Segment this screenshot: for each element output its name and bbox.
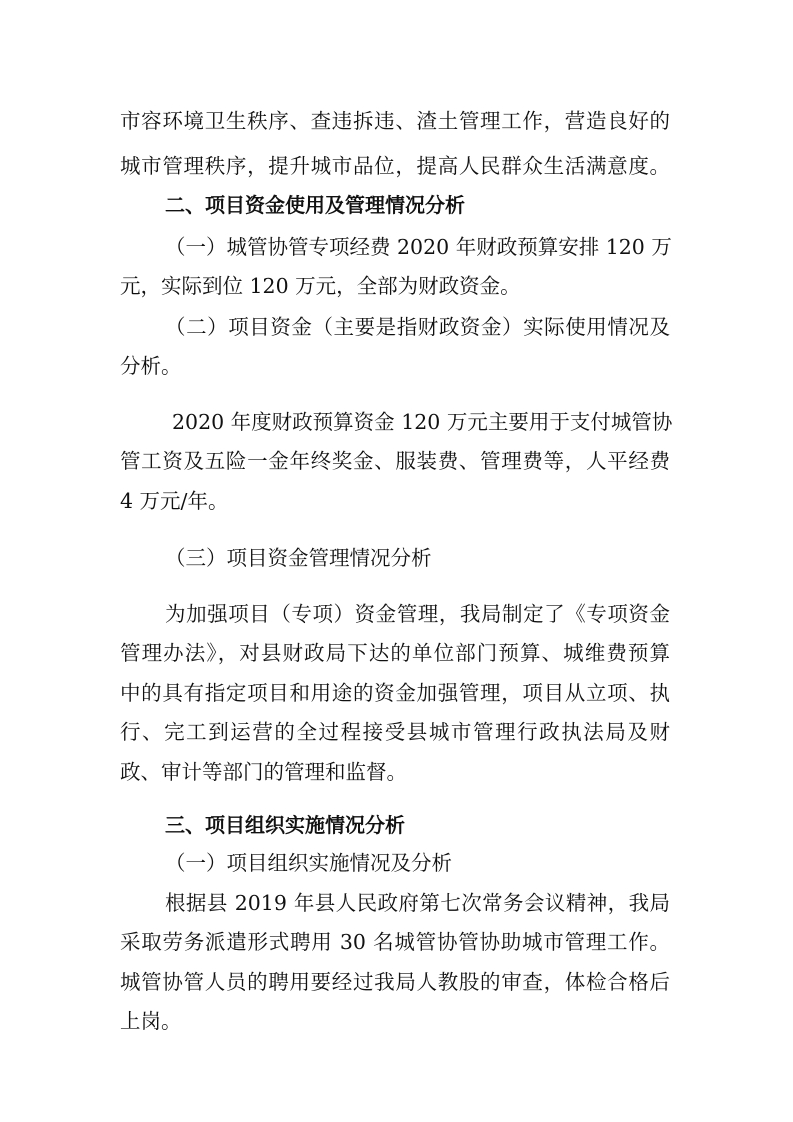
paragraph-line: 城市管理秩序，提升城市品位，提高人民群众生活满意度。: [120, 154, 670, 178]
paragraph-line: 4 万元/年。: [120, 489, 229, 513]
paragraph-line: （二）项目资金（主要是指财政资金）实际使用情况及: [165, 315, 670, 339]
paragraph-line: 政、审计等部门的管理和监督。: [120, 760, 407, 784]
paragraph-line: 管工资及五险一金年终奖金、服装费、管理费等，人平经费: [120, 449, 670, 473]
paragraph-line: 行、完工到运营的全过程接受县城市管理行政执法局及财: [120, 720, 670, 744]
paragraph-line: 元，实际到位 120 万元，全部为财政资金。: [120, 274, 521, 298]
paragraph-line: 采取劳务派遣形式聘用 30 名城管协管协助城市管理工作。: [120, 930, 670, 954]
section-heading-2: 二、项目资金使用及管理情况分析: [165, 193, 465, 217]
paragraph-line: 为加强项目（专项）资金管理，我局制定了《专项资金: [165, 602, 670, 626]
paragraph-line: 中的具有指定项目和用途的资金加强管理，项目从立项、执: [120, 681, 670, 705]
subsection-heading: （三）项目资金管理情况分析: [165, 546, 432, 570]
paragraph-line: 分析。: [120, 354, 182, 378]
paragraph-line: 管理办法》，对县财政局下达的单位部门预算、城维费预算: [120, 641, 670, 665]
section-heading-3: 三、项目组织实施情况分析: [165, 813, 405, 837]
paragraph-line: 上岗。: [120, 1009, 182, 1033]
paragraph-line: 城管协管人员的聘用要经过我局人教股的审查，体检合格后: [120, 970, 670, 994]
paragraph-line: 2020 年度财政预算资金 120 万元主要用于支付城管协: [172, 410, 673, 434]
paragraph-line: 市容环境卫生秩序、查违拆违、渣土管理工作，营造良好的: [120, 109, 670, 133]
paragraph-line: （一）城管协管专项经费 2020 年财政预算安排 120 万: [165, 235, 672, 259]
paragraph-line: 根据县 2019 年县人民政府第七次常务会议精神，我局: [165, 891, 670, 915]
subsection-heading: （一）项目组织实施情况及分析: [165, 851, 452, 875]
